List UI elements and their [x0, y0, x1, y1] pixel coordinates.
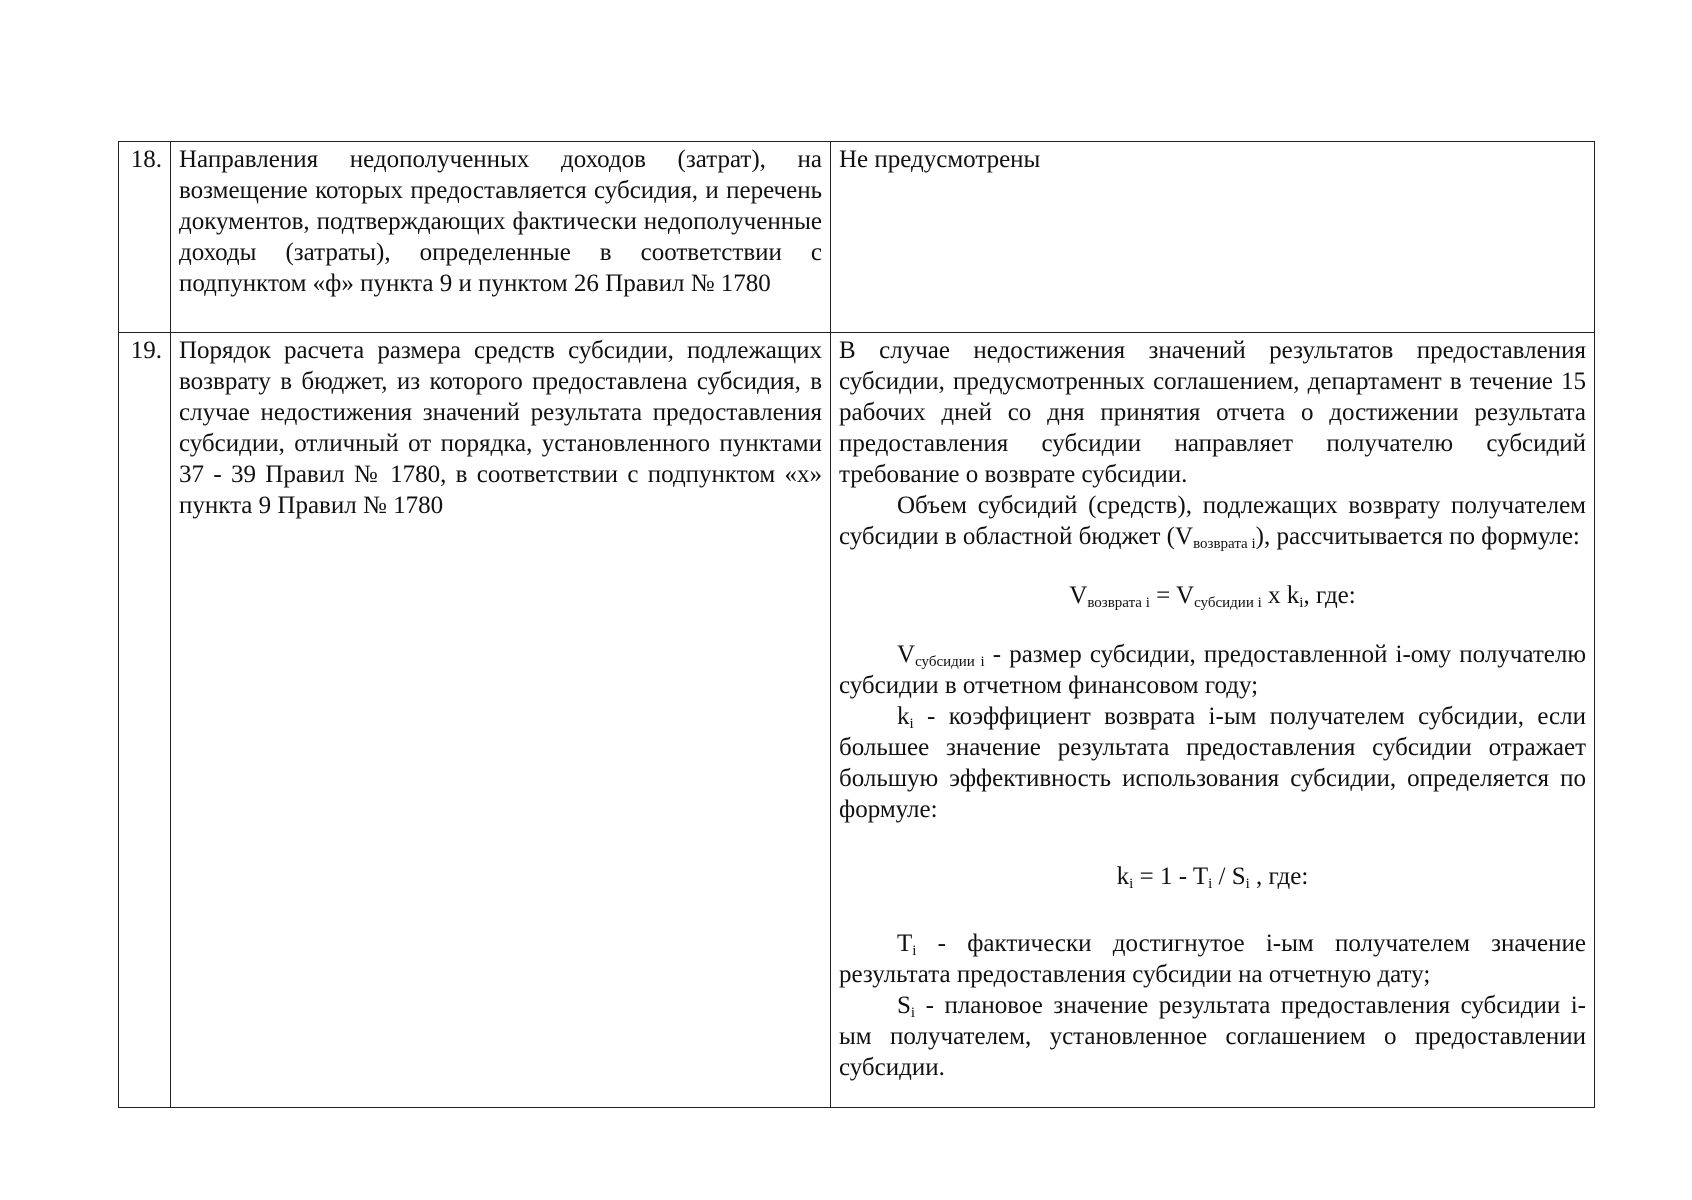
row-parameter-value — [831, 333, 1595, 1108]
row-number: 19. — [119, 333, 171, 1108]
requirements-table — [118, 141, 1595, 1108]
definition-subsidy-size: $V_{субсидии i}$ - размер субсидии, предоставленной i-ому получателю субсидии в отчетном финансовом году; — [839, 641, 1586, 699]
row-parameter-name: Направления недополученных доходов (затрат), на возмещение которых предоставляется субсидия, и перечень документов, подтверждающих фактически недополученные доходы (затраты), определенные в соответствии с подпунктом «ф» пункта 9 и пунктом 26 Правил № 1780 — [171, 142, 831, 333]
table-row — [119, 142, 1595, 333]
row-parameter-name: Порядок расчета размера средств субсидии, подлежащих возврату в бюджет, из которого предоставлена субсидия, в случае недостижения значений результата предоставления субсидии, отличный от порядка, установленного пунктами 37 - 39 Правил № 1780, в соответствии с подпунктом «х» пункта 9 Правил № 1780 — [171, 333, 831, 1108]
table-row — [119, 333, 1595, 1108]
paragraph-return-volume: Объем субсидий (средств), подлежащих возврату получателем субсидии в областной бюджет $(V_{возврата i})$, рассчитывается по формуле: — [839, 492, 1586, 552]
definition-return-coefficient: $k_i$ - коэффициент возврата i-ым получателем субсидии, если большее значение результата предоставления субсидии отражает большую эффективность использования субсидии, определяется по формуле: — [839, 703, 1586, 823]
formula-return-coefficient: $k_i = 1 - T_i / S_i$ , где: — [1116, 863, 1309, 892]
row-number: 18. — [119, 142, 171, 333]
definition-actual-value: $T_i$ - фактически достигнутое i-ым получателем значение результата предоставления субсидии на отчетную дату; — [839, 930, 1586, 988]
formula-return-volume: $V_{возврата i} = V_{субсидии i}$ x $k_i$, где: — [1069, 582, 1356, 611]
definition-planned-value: $S_i$ - плановое значение результата предоставления субсидии i-ым получателем, установленное соглашением о предоставлении субсидии. — [839, 992, 1586, 1081]
row-parameter-value: Не предусмотрены — [831, 142, 1595, 333]
paragraph-return-requirement: В случае недостижения значений результатов предоставления субсидии, предусмотренных соглашением, департамент в течение 15 рабочих дней со дня принятия отчета о достижении результата предоставления субсидии направляет получателю субсидий требование о возврате субсидии. — [839, 337, 1586, 488]
